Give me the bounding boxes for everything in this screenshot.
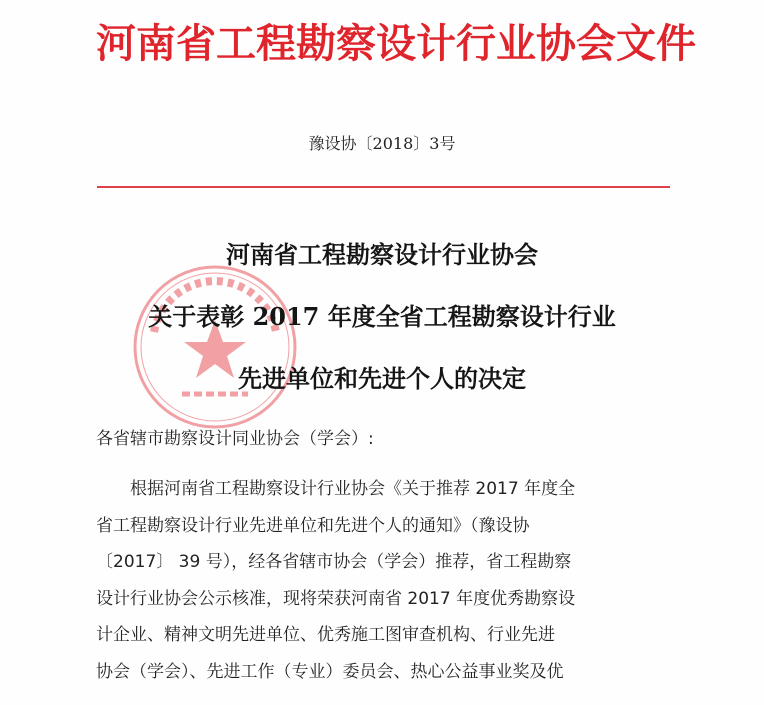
salutation: 各省辖市勘察设计同业协会（学会）: [96, 429, 374, 449]
red-divider [97, 186, 670, 188]
body-line: 计企业、精神文明先进单位、优秀施工图审查机构、行业先进 [96, 625, 555, 645]
letterhead-title: 河南省工程勘察设计行业协会文件 [96, 21, 696, 67]
decision-title-line-2: 关于表彰 2017 年度全省工程勘察设计行业 [148, 302, 616, 331]
body-line: 设计行业协会公示核准，现将荣获河南省 2017 年度优秀勘察设 [96, 588, 576, 609]
body-line: 协会（学会）、先进工作（专业）委员会、热心公益事业奖及优 [96, 661, 564, 682]
body-paragraph [96, 471, 672, 690]
document-number: 豫设协〔2018〕3号 [308, 134, 456, 153]
body-line: 根据河南省工程勘察设计行业协会《关于推荐 2017 年度全 [130, 479, 576, 499]
official-seal-icon [130, 262, 300, 432]
decision-title-line-1: 河南省工程勘察设计行业协会 [226, 240, 538, 269]
body-line: 省工程勘察设计行业先进单位和先进个人的通知》（豫设协 [96, 515, 530, 536]
decision-title-line-3: 先进单位和先进个人的决定 [238, 364, 526, 393]
body-line: 〔2017〕 39 号），经各省辖市协会（学会）推荐，省工程勘察 [96, 552, 572, 572]
